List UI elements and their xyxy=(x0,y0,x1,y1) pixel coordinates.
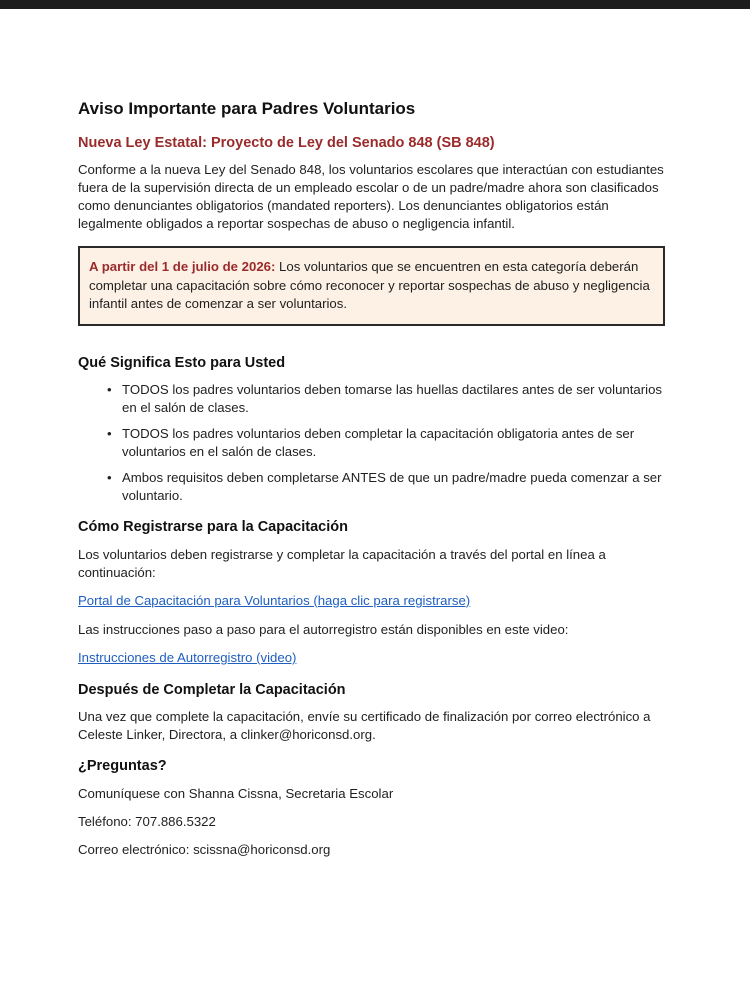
questions-heading: ¿Preguntas? xyxy=(78,758,167,774)
law-subtitle: Nueva Ley Estatal: Proyecto de Ley del Senado 848 (SB 848) xyxy=(78,135,495,151)
list-item: • Ambos requisitos deben completarse ANTES de que un padre/madre pueda comenzar a ser voluntario. xyxy=(107,470,662,503)
bullet-icon: • xyxy=(107,426,112,441)
top-bar xyxy=(0,0,750,9)
after-text: Una vez que complete la capacitación, envíe su certificado de finalización por correo electrónico a Celeste Linker, Directora, a clinker@horiconsd.org. xyxy=(78,709,651,742)
portal-link[interactable]: Portal de Capacitación para Voluntarios (haga clic para registrarse) xyxy=(78,593,471,608)
callout-date: A partir del 1 de julio de 2026: xyxy=(89,259,276,274)
meaning-heading: Qué Significa Esto para Usted xyxy=(78,355,286,371)
requirements-list xyxy=(78,381,670,513)
after-heading: Después de Completar la Capacitación xyxy=(78,682,346,698)
phone-text: Teléfono: 707.886.5322 xyxy=(78,814,216,829)
page-title: Aviso Importante para Padres Voluntarios xyxy=(78,99,416,118)
contact-text: Comuníquese con Shanna Cissna, Secretaria Escolar xyxy=(78,786,394,801)
callout-text: Los voluntarios que se encuentren en esta categoría deberán completar una capacitación sobre cómo reconocer y reportar sospechas de abuso y negligencia infantil antes de comenzar a ser voluntarios. xyxy=(89,259,650,311)
video-text: Las instrucciones paso a paso para el autorregistro están disponibles en este video: xyxy=(78,622,569,637)
deadline-callout xyxy=(78,246,665,326)
intro-paragraph: Conforme a la nueva Ley del Senado 848, los voluntarios escolares que interactúan con estudiantes fuera de la supervisión directa de un empleado escolar o de un padre/madre ahora son clasificados como denunciantes obligatorios (mandated reporters). Los denunciantes obligatorios están legalmente obligados a reportar sospechas de abuso o negligencia infantil. xyxy=(78,162,664,231)
list-item: • TODOS los padres voluntarios deben tomarse las huellas dactilares antes de ser voluntarios en el salón de clases. xyxy=(107,382,662,415)
bullet-icon: • xyxy=(107,382,112,397)
email-text: Correo electrónico: scissna@horiconsd.org xyxy=(78,842,331,857)
video-link[interactable]: Instrucciones de Autorregistro (video) xyxy=(78,650,297,665)
bullet-icon: • xyxy=(107,470,112,485)
list-item: • TODOS los padres voluntarios deben completar la capacitación obligatoria antes de ser voluntarios en el salón de clases. xyxy=(107,426,635,459)
register-heading: Cómo Registrarse para la Capacitación xyxy=(78,519,348,535)
register-text: Los voluntarios deben registrarse y completar la capacitación a través del portal en línea a continuación: xyxy=(78,547,606,580)
